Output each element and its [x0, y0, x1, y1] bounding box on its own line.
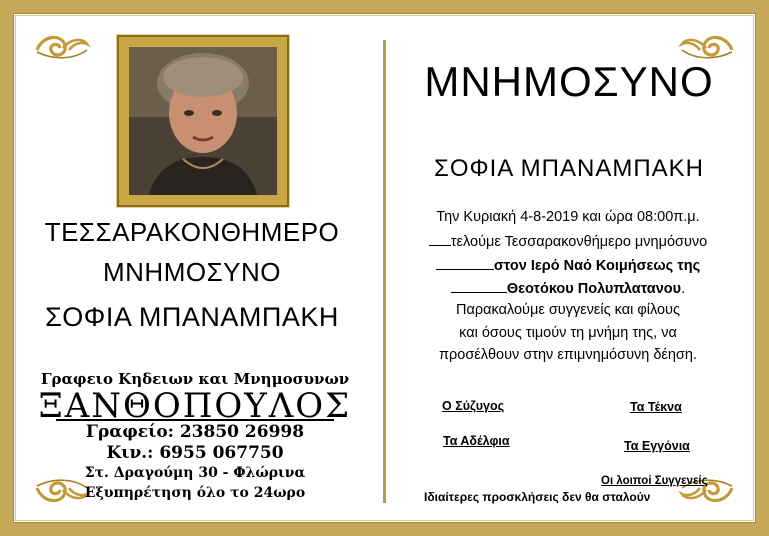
signature-other-relatives: Οι λοιποί Συγγενείς: [601, 475, 708, 487]
funeral-home-office-phone: Γραφείο: 23850 26998: [85, 422, 305, 442]
funeral-home-mobile-phone: Κιν.: 6955 067750: [106, 443, 284, 463]
left-title-line2: ΜΝΗΜΟΣΥΝΟ: [102, 257, 281, 287]
announcement-line-1: Την Κυριακή 4-8-2019 και ώρα 08:00π.μ.: [436, 209, 700, 225]
blank-underline: [429, 233, 451, 246]
announcement-line-6: και όσους τιμούν τη μνήμη της, να: [459, 325, 677, 341]
memorial-heading: ΜΝΗΜΟΣΥΝΟ: [424, 58, 714, 105]
announcement-line-3-text: στον Ιερό Ναό Κοιμήσεως της: [493, 258, 701, 274]
blank-underline: [436, 257, 494, 270]
announcement-line-7: προσέλθουν στην επιμνημόσυνη δέηση.: [439, 347, 697, 363]
announcement-line-2: [388, 233, 748, 250]
signature-siblings: Τα Αδέλφια: [443, 434, 510, 448]
signature-grandchildren: Τα Εγγόνια: [624, 439, 690, 453]
signature-children: Τα Τέκνα: [630, 400, 682, 414]
portrait-photo: [129, 47, 277, 195]
funeral-home-name: ΞΑΝΘΟΠΟΥΛΟΣ: [38, 386, 352, 426]
left-title-line1: ΤΕΣΣΑΡΑΚΟΝΘΗΜΕΡΟ: [44, 217, 340, 247]
announcement-line-4-text: Θεοτόκου Πολυπλατανου: [506, 281, 682, 297]
left-deceased-name: ΣΟΦΙΑ ΜΠΑΝΑΜΠΑΚΗ: [45, 302, 339, 332]
portrait-frame: [119, 37, 287, 205]
announcement-line-2-text: τελούμε Τεσσαρακονθήμερο μνημόσυνο: [450, 234, 708, 250]
funeral-home-name-underline: [30, 419, 360, 421]
right-deceased-name: ΣΟΦΙΑ ΜΠΑΝΑΜΠΑΚΗ: [433, 155, 704, 182]
announcement-line-4-period: .: [681, 281, 686, 297]
flourish-ornament-icon: [33, 30, 91, 64]
no-invitations-note: Ιδιαίτερες προσκλήσεις δεν θα σταλούν: [424, 490, 651, 504]
blank-underline: [451, 280, 507, 293]
signature-spouse: Ο Σύζυγος: [442, 399, 505, 413]
announcement-line-3: [388, 257, 748, 274]
funeral-home-address: Στ. Δραγούμη 30 - Φλώρινα: [84, 465, 306, 481]
funeral-home-service: Εξυπηρέτηση όλο το 24ωρο: [84, 485, 306, 501]
funeral-home-tagline: Γραφειο Κηδειων και Μνημοσυνων: [40, 370, 350, 388]
announcement-line-4: [388, 280, 748, 297]
vertical-divider: [383, 40, 386, 503]
announcement-line-5: Παρακαλούμε συγγενείς και φίλους: [456, 302, 680, 318]
